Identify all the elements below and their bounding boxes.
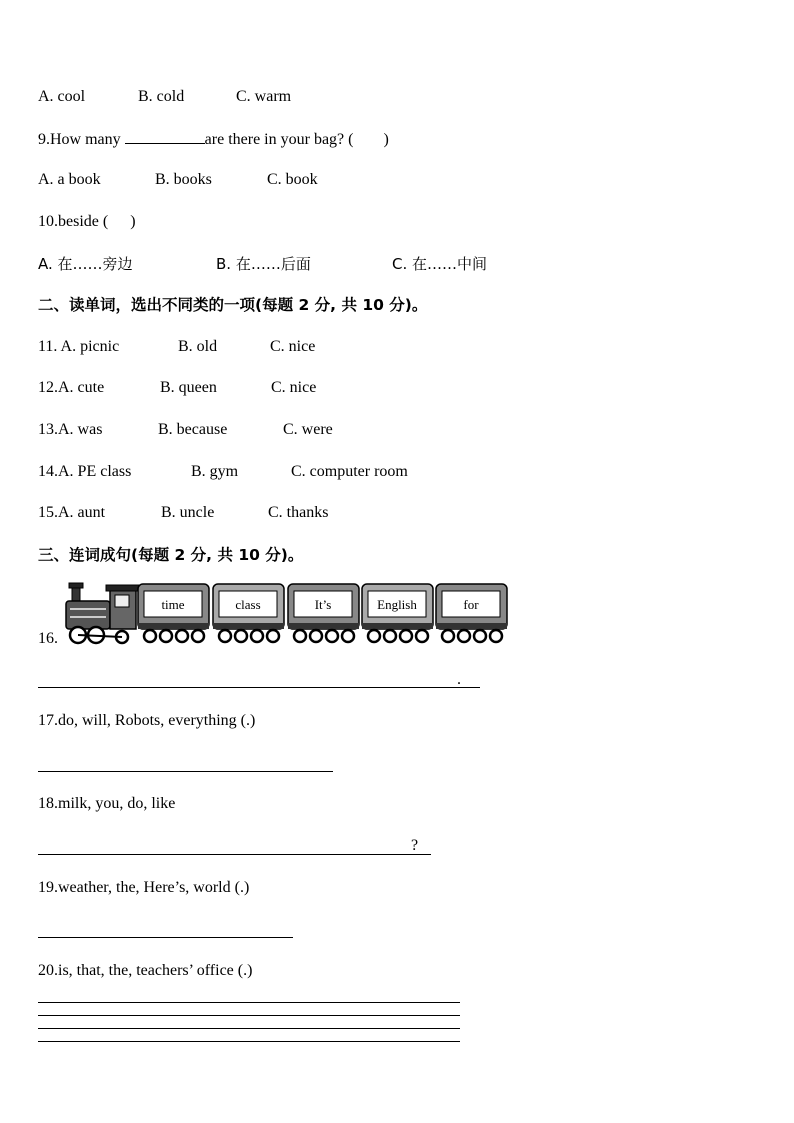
q9-text-after: are there in your bag? (	[204, 131, 354, 148]
q14-option-c: C. computer room	[291, 463, 408, 480]
q15-option-c: C. thanks	[268, 504, 329, 521]
q14-option-a: A. PE class	[58, 463, 132, 480]
question-19: 19.weather, the, Here’s, world (.)	[38, 879, 250, 896]
q11-option-c: C. nice	[270, 338, 316, 355]
car-word-2: class	[235, 597, 261, 612]
q11	[38, 337, 119, 357]
q15	[38, 503, 105, 523]
q12-option-b: B. queen	[160, 379, 217, 396]
q13-option-b: B. because	[158, 421, 228, 438]
train-illustration	[62, 581, 512, 647]
q13-option-a: A. was	[58, 421, 103, 438]
q11-option-a: A. picnic	[60, 338, 120, 355]
q9-option-c: C. book	[267, 171, 318, 188]
question-18: 18.milk, you, do, like	[38, 795, 176, 812]
question-9	[38, 129, 389, 150]
writing-line-3[interactable]	[38, 1028, 460, 1029]
q14-option-b: B. gym	[191, 463, 239, 480]
q14	[38, 462, 131, 482]
train-car-1	[138, 584, 209, 642]
q13-option-c: C. were	[283, 421, 333, 438]
q12-num: 12.	[38, 379, 58, 396]
question-20: 20.is, that, the, teachers’ office (.)	[38, 962, 253, 979]
q8-option-b: B. cold	[138, 88, 185, 105]
car-word-5: for	[463, 597, 479, 612]
q8-option-a: A. cool	[38, 88, 86, 105]
q10-option-b: B. 在……后面	[216, 255, 311, 273]
car-word-4: English	[377, 597, 417, 612]
q12-option-a: A. cute	[58, 379, 105, 396]
q13	[38, 420, 102, 440]
car-word-1: time	[161, 597, 185, 612]
q15-option-b: B. uncle	[161, 504, 215, 521]
q10-close-paren: )	[130, 213, 136, 230]
train-car-4	[362, 584, 433, 642]
q18-end-punct: ?	[411, 837, 419, 854]
locomotive-icon	[66, 583, 140, 643]
q9-text-before: 9.How many	[38, 131, 125, 148]
q14-num: 14.	[38, 463, 58, 480]
car-word-3: It’s	[314, 597, 332, 612]
writing-line-1[interactable]	[38, 1002, 460, 1003]
q10-option-c: C. 在……中间	[392, 255, 488, 273]
q11-num: 11.	[38, 338, 61, 355]
q10-option-a: A. 在……旁边	[38, 255, 133, 273]
writing-line-2[interactable]	[38, 1015, 460, 1016]
q15-num: 15.	[38, 504, 58, 521]
train-car-3	[288, 584, 359, 642]
q9-option-b: B. books	[155, 171, 212, 188]
q10-text: 10.beside (	[38, 213, 109, 230]
q18-answer-line[interactable]	[38, 854, 431, 855]
q12-option-c: C. nice	[271, 379, 317, 396]
q11-option-b: B. old	[178, 338, 218, 355]
q13-num: 13.	[38, 421, 58, 438]
q15-option-a: A. aunt	[58, 504, 106, 521]
train-car-2	[213, 584, 284, 642]
q9-blank[interactable]	[125, 129, 205, 144]
q17-answer-line[interactable]	[38, 771, 333, 772]
q9-option-a: A. a book	[38, 171, 101, 188]
q19-answer-line[interactable]	[38, 937, 293, 938]
q8-option-c: C. warm	[236, 88, 292, 105]
section-2-title: 二、读单词，选出不同类的一项(每题 2 分, 共 10 分)。	[38, 296, 428, 314]
q16-num: 16.	[38, 630, 58, 647]
writing-line-4[interactable]	[38, 1041, 460, 1042]
q9-close-paren: )	[383, 131, 389, 148]
q16-answer-line[interactable]	[38, 687, 480, 688]
section-3-title: 三、连词成句(每题 2 分, 共 10 分)。	[38, 546, 304, 564]
question-10	[38, 212, 136, 232]
train-car-5	[436, 584, 507, 642]
q16-end-punct: .	[457, 671, 461, 688]
q12	[38, 378, 104, 398]
question-17: 17.do, will, Robots, everything (.)	[38, 712, 256, 729]
